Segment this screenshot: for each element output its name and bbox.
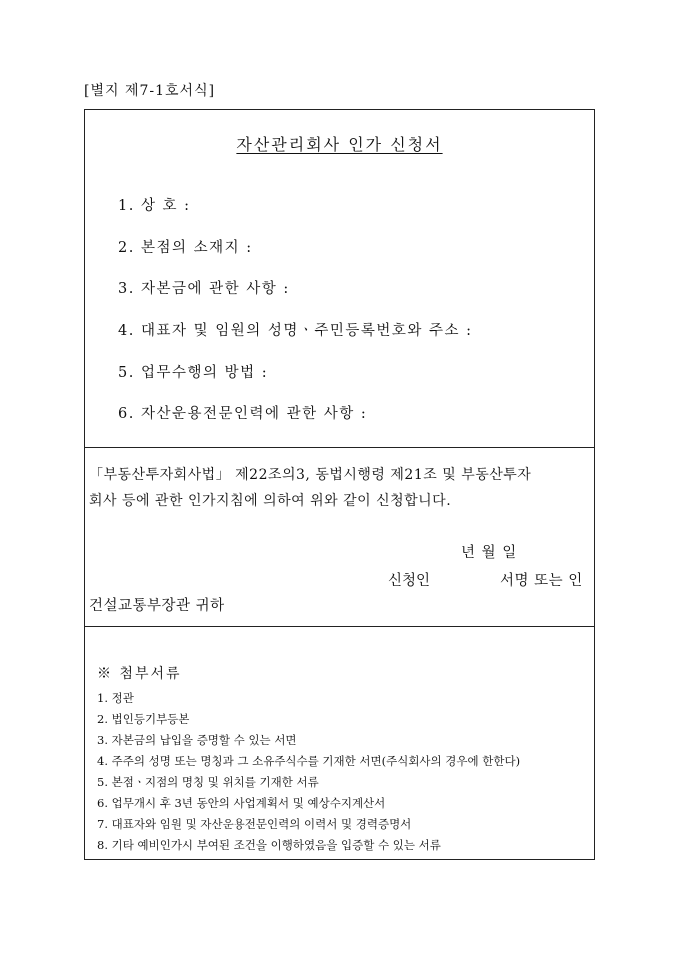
attachment-item: 3. 자본금의 납입을 증명할 수 있는 서면 bbox=[97, 733, 297, 747]
application-form bbox=[84, 109, 595, 860]
attachment-item: 8. 기타 예비인가시 부여된 조건을 이행하였음을 입증할 수 있는 서류 bbox=[97, 838, 441, 852]
field-asset-management-staff: 6. 자산운용전문인력에 관한 사항 : bbox=[118, 406, 368, 422]
attachment-item: 5. 본점ㆍ지점의 명칭 및 위치를 기재한 서류 bbox=[97, 775, 319, 789]
form-title: 자산관리회사 인가 신청서 bbox=[236, 135, 443, 154]
field-business-method: 5. 업무수행의 방법 : bbox=[118, 365, 269, 381]
attachment-item: 2. 법인등기부등본 bbox=[97, 712, 190, 726]
declaration-line-2: 회사 등에 관한 인가지침에 의하여 위와 같이 신청합니다. bbox=[89, 493, 452, 509]
attachment-item: 4. 주주의 성명 또는 명칭과 그 소유주식수를 기재한 서면(주식회사의 경우에 한한다) bbox=[97, 754, 521, 768]
addressee: 건설교통부장관 귀하 bbox=[89, 598, 225, 614]
field-representatives: 4. 대표자 및 임원의 성명ㆍ주민등록번호와 주소 : bbox=[118, 323, 473, 339]
signature-label: 서명 또는 인 bbox=[500, 573, 583, 589]
applicant-label: 신청인 bbox=[388, 573, 431, 589]
form-number-label: [별지 제7-1호서식] bbox=[84, 83, 216, 99]
section-divider-2 bbox=[85, 626, 594, 627]
field-trade-name: 1. 상 호 : bbox=[118, 198, 191, 214]
attachment-item: 6. 업무개시 후 3년 동안의 사업계획서 및 예상수지계산서 bbox=[97, 796, 386, 810]
declaration-line-1: 「부동산투자회사법」 제22조의3, 동법시행령 제21조 및 부동산투자 bbox=[89, 467, 532, 483]
attachment-item: 1. 정관 bbox=[97, 691, 134, 705]
section-divider-1 bbox=[85, 447, 594, 448]
attachments-title: ※ 첨부서류 bbox=[97, 666, 182, 682]
field-head-office-location: 2. 본점의 소재지 : bbox=[118, 240, 253, 256]
date-line: 년 월 일 bbox=[461, 545, 518, 561]
field-capital: 3. 자본금에 관한 사항 : bbox=[118, 281, 290, 297]
attachment-item: 7. 대표자와 임원 및 자산운용전문인력의 이력서 및 경력증명서 bbox=[97, 817, 412, 831]
